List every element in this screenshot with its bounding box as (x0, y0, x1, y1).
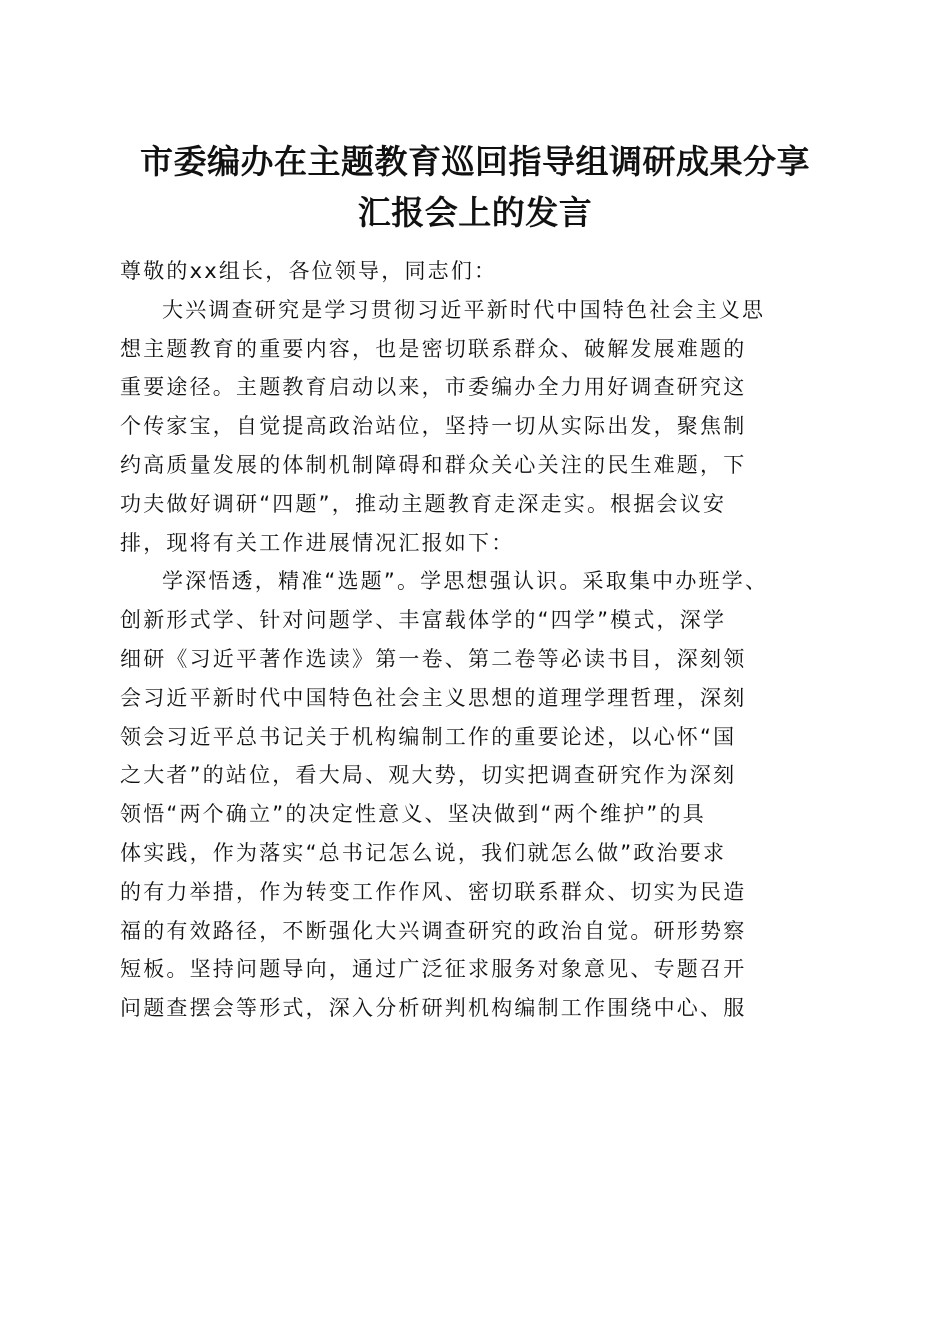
salutation: 尊敬的xx组长，各位领导，同志们： (120, 259, 498, 283)
paragraph-2-line: 短板。坚持问题导向，通过广泛征求服务对象意见、专题召开 (120, 957, 747, 982)
title-line-2: 汇报会上的发言 (357, 193, 593, 232)
paragraph-2-line: 会习近平新时代中国特色社会主义思想的道理学理哲理，深刻 (120, 685, 747, 710)
paragraph-2-line: 体实践，作为落实“总书记怎么说，我们就怎么做”政治要求 (120, 840, 727, 865)
paragraph-1-line: 个传家宝，自觉提高政治站位，坚持一切从实际出发，聚焦制 (120, 414, 747, 439)
paragraph-2-line: 领悟“两个确立”的决定性意义、坚决做到“两个维护”的具 (120, 802, 706, 827)
title-line-1: 市委编办在主题教育巡回指导组调研成果分享 (140, 142, 810, 181)
paragraph-1-line: 约高质量发展的体制机制障碍和群众关心关注的民生难题，下 (120, 452, 747, 477)
paragraph-2-line: 问题查摆会等形式，深入分析研判机构编制工作围绕中心、服 (120, 996, 747, 1021)
paragraph-1-line: 重要途径。主题教育启动以来，市委编办全力用好调查研究这 (120, 375, 747, 400)
paragraph-2-line: 福的有效路径，不断强化大兴调查研究的政治自觉。研形势察 (120, 918, 747, 943)
paragraph-2-line: 细研《习近平著作选读》第一卷、第二卷等必读书目，深刻领 (120, 646, 747, 671)
paragraph-2-line: 学深悟透，精准“选题”。学思想强认识。采取集中办班学、 (162, 569, 769, 594)
paragraph-2-line: 创新形式学、针对问题学、丰富载体学的“四学”模式，深学 (120, 608, 727, 633)
paragraph-1-line: 想主题教育的重要内容，也是密切联系群众、破解发展难题的 (120, 336, 747, 361)
paragraph-1-line: 大兴调查研究是学习贯彻习近平新时代中国特色社会主义思 (162, 297, 766, 322)
paragraph-2-line: 之大者”的站位，看大局、观大势，切实把调查研究作为深刻 (120, 763, 737, 788)
paragraph-1-line: 排，现将有关工作进展情况汇报如下： (120, 530, 515, 555)
paragraph-1-line: 功夫做好调研“四题”，推动主题教育走深走实。根据会议安 (120, 491, 727, 516)
paragraph-2-line: 领会习近平总书记关于机构编制工作的重要论述，以心怀“国 (120, 724, 737, 749)
paragraph-2-line: 的有力举措，作为转变工作作风、密切联系群众、切实为民造 (120, 879, 747, 904)
document-body (120, 252, 830, 1028)
document-title (110, 136, 840, 238)
